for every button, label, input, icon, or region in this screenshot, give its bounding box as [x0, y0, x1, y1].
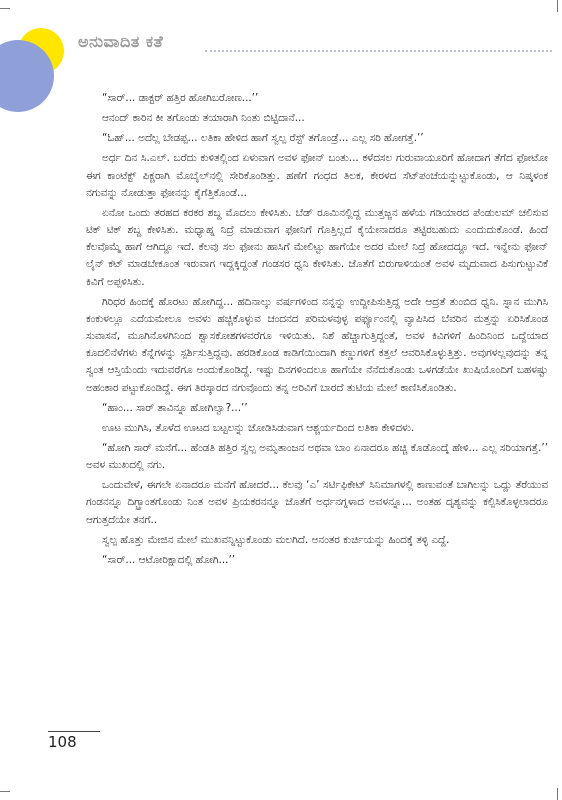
paragraph: “ಸಾರ್... ಡಾಕ್ಟರ್ ಹತ್ತಿರ ಹೋಗಿಬರೋಣ...’’ — [102, 92, 259, 104]
header-dotted-rule — [205, 50, 552, 52]
paragraph: “ಸಾರ್... ಆಟೋರಿಕ್ಷಾದಲ್ಲಿ ಹೋಗಿ...’’ — [102, 553, 236, 566]
footer-rule — [48, 731, 100, 732]
paragraph: ಒಂದುವೇಳೆ, ಈಗಲೇ ಏನಾದರೂ ಮನೆಗೆ ಹೋದರೆ... ಕೆಲವು ‘ಎ’ ಸರ್ಟಿಫಿಕೇಟ್ ಸಿನಿಮಾಗಳಲ್ಲಿ ಕಾಣುವಂತೆ ಬಾಗಿಲನ್ನು ಒದ್ದು ತೆರೆಯುವ ಗಂಡನನ್ನೂ ದಿಗ್ಭ್ರಾಂತಗೊಂಡು ನಿಂತ ಅವಳ ಪ್ರಿಯಕರನನ್ನೂ ಜೊತೆಗೆ ಅರ್ಧನಗ್ನಳಾದ ಅವಳನ್ನೂ... ಅಂತಹ ದೃಶ್ಯವನ್ನು ಕಲ್ಪಿಸಿಕೊಳ್ಳಲಾದರೂ ಆಗುತ್ತದೆಯೇ ತನಗೆ.. — [86, 479, 548, 526]
story-body — [86, 90, 548, 569]
crop-mark-top-left — [0, 8, 10, 19]
page-number: 108 — [48, 733, 77, 751]
paragraph: ಗಿರಿಧರ ಹಿಂದಕ್ಕೆ ಹೊರಟು ಹೋಗಿದ್ದ... ಹದಿನಾಲ್ಕು ವರ್ಷಗಳಿಂದ ನನ್ನನ್ನು ಉದ್ದೀಪಿಸುತ್ತಿದ್ದ ಅದೇ ಆದ್ರತೆ ತುಂಬಿದ ಧ್ವನಿ. ಸ್ನಾನ ಮುಗಿಸಿ ಕಂಕುಳಲ್ಲೂ ಎದೆಯಮೇಲೂ ಅವಳು ಹಚ್ಚಿಕೊಳ್ಳುವ ಚಂದನದ ಪರಿಮಳವುಳ್ಳ ಪರ್ಫ್ಯೂಂನಲ್ಲಿ ವ್ಯಾಪಿಸಿದ ಬೆವರಿನ ಮತ್ತನ್ನು ಏರಿಸಿಕೊಂಡ ಸುವಾಸನೆ, ಮೂಗಿನೊಳಗಿನಿಂದ ಶ್ವಾಸಕೋಶಗಳವರೆಗೂ ಇಳಿಯಿತು. ನಿಶೆ ಹೆಚ್ಚಾಗುತ್ತಿದ್ದಂತೆ, ಅವಳ ಕಿವಿಗಳಿಗೆ ಹಿಂದಿನಿಂದ ಒದ್ದೆಯಾದ ಕೂದಲಿನೆಳೆಗಳು ಕೆನ್ನೆಗಳನ್ನು ಸ್ಪರ್ಶಿಸುತ್ತಿದ್ದವು. ಹರಡಿಕೊಂಡ ಕಾಡಿಗೆಯಿಂದಾಗಿ ಕಣ್ಣುಗಳಿಗೆ ಕತ್ತಲೆ ಆವರಿಸಿಕೊಳ್ಳುತ್ತಿತ್ತು. ಅವುಗಳಲ್ಲವುದನ್ನು ತನ್ನ ಸ್ವಂತ ಆಸ್ತಿಯೆಂದು ಇದುವರೆಗೂ ಅಂದುಕೊಂಡಿದ್ದೆ. ಇಷ್ಟು ದಿನಗಳಿಂದಲೂ ಹಾಗೆಯೇ ನೆನೆದುಕೊಂಡು ಒಳಗಡೆಯೇ ಖುಷಿಯೊಂದಿಗೆ ಬಹಳಷ್ಟು ಅಹಂಕಾರ ಪಟ್ಟುಕೊಂಡಿದ್ದೆ. ಈಗ ತಿರಸ್ಕಾರದ ನಗುವೊಂದು ತನ್ನ ಅರಿವಿಗೆ ಬಾರದೆ ತುಟಿಯ ಮೇಲೆ ಕಾಣಿಸಿಕೊಂಡಿತು. — [86, 295, 548, 394]
crop-mark-bottom-right — [547, 788, 558, 800]
paragraph: ಸ್ವಲ್ಪ ಹೊತ್ತು ಮೇಜಿನ ಮೇಲೆ ಮುಖವನ್ನಿಟ್ಟುಕೊಂಡು ಮಲಗಿದೆ. ಅನಂತರ ಕುರ್ಚಿಯನ್ನು ಹಿಂದಕ್ಕೆ ತಳ್ಳಿ ಎದ್ದೆ. — [102, 533, 450, 546]
paragraph: ಏನೋ ಒಂದು ತರಹದ ಕರಕರ ಶಬ್ದ ಮೊದಲು ಕೇಳಿಸಿತು. ಬೆಡ್ ರೂಮಿನಲ್ಲಿದ್ದ ಮುತ್ತಜ್ಜನ ಹಳೆಯ ಗಡಿಯಾರದ ಪೆಂಡುಲಮ್ ಚಲಿಸುವ ಟಿಕ್ ಟಿಕ್ ಶಬ್ದ ಕೇಳಿಸಿತು. ಮಧ್ಯಾಹ್ನ ನಿದ್ರೆ ಮಾಡುವಾಗ ಫೋನಿಗೆ ಗೊತ್ತಿಲ್ಲದೆ ಕೈಯೇನಾದರೂ ತಟ್ಟಿರಬಹುದು ಎಂದುದುಕೊಂಡೆ. ಹಿಂದೆ ಕೆಲವೊಮ್ಮೆ ಹಾಗೆ ಆಗಿದ್ದೂ ಇದೆ. ಕೆಲವು ಸಲ ಫೋನು ಹಾಸಿಗೆ ಮೇಲಿಟ್ಟು ಹಾಗೆಯೇ ಅದರ ಮೇಲೆ ನಿದ್ರೆ ಹೋದದ್ದೂ ಇದೆ. ಇನ್ನೇನು ಫೋನ್ ಲೈನ್ ಕಟ್ ಮಾಡಬೇಕೂಂತ ಇರುವಾಗ ಇದ್ದಕ್ಕಿದ್ದಂತೆ ಗಂಡಸರ ಧ್ವನಿ ಕೇಳಿಸಿತು. ಜೊತೆಗೆ ಬಿರುಗಾಳಿಯಂತೆ ಅವಳ ಮೃದುವಾದ ಪಿಸುಗುಟ್ಟುವಿಕೆ ಕಿವಿಗೆ ಅಪ್ಪಳಿಸಿತು. — [86, 206, 548, 288]
crop-mark-bottom-left — [0, 781, 10, 792]
paragraph: “ಓಹ್... ಅದೆಲ್ಲ ಬೇಡಪ್ಪ... ಲತಿಕಾ ಹೇಳಿದ ಹಾಗೆ ಸ್ವಲ್ಪ ರೆಸ್ಟ್ ತಗೊಂಡ್ರೆ... ಎಲ್ಲ ಸರಿ ಹೋಗತ್ತೆ.’’ — [102, 132, 424, 145]
section-title: ಅನುವಾದಿತ ಕತೆ — [78, 32, 164, 51]
paragraph: ಅರ್ಧ ದಿನ ಸಿ.ಎಲ್. ಬರೆದು ಕುಳಿತಲ್ಲಿಂದ ಏಳುವಾಗ ಅವಳ ಫೋನ್ ಬಂತು... ಕಳೆದಸಲ ಗುರುವಾಯೂರಿಗೆ ಹೋದಾಗ ತೆಗೆದ ಫೋಟೋ ಈಗ ಕಾಂಟೆಕ್ಟ್ ಪಿಕ್ಚರಾಗಿ ಮೊಬೈಲ್‌ನಲ್ಲಿ ಸೇರಿಕೊಂಡಿತ್ತು. ಹಣೆಗೆ ಗಂಧದ ತಿಲಕ, ಕೇರಳದ ಸೆಟ್‌ಪಂಚೆಯನ್ನುಟ್ಟುಕೊಂಡು, ಆ ನಿಷ್ಕಳಂಕ ನಗುವನ್ನು ನೋಡುತ್ತಾ ಫೋನನ್ನು ಕೈಗೆತ್ತಿಕೊಂಡೆ... — [86, 152, 548, 199]
paragraph: ಊಟ ಮುಗಿಸಿ, ತೊಳೆದ ಊಟದ ಬಟ್ಟಲನ್ನು ಜೋಡಿಸಿಡುವಾಗ ಆಶ್ಚರ್ಯದಿಂದ ಲತಿಕಾ ಕೇಳಿದಳು. — [102, 421, 415, 434]
paragraph: “ಹೋಗಿ ಸಾರ್ ಮನೆಗೆ... ಹೆಂಡತಿ ಹತ್ತಿರ ಸ್ವಲ್ಪ ಅಮೃತಾಂಜನ ಅಥವಾ ಬಾಂ ಏನಾದರೂ ಹಚ್ಚಿ ಕೊಡೊಂದ್ಕೆ ಹೇಳಿ... ಎಲ್ಲ ಸರಿಯಾಗತ್ತೆ.’’ ಅವಳ ಮುಖದಲ್ಲಿ ನಗು. — [86, 441, 548, 472]
crop-mark-top-right — [547, 0, 558, 12]
paragraph: “ಹಾಂ... ಸಾರ್ ತಾವಿನ್ನೂ ಹೋಗಿಲ್ವಾ?...’’ — [102, 401, 248, 414]
paragraph: ಆನಂದ್ ಕಾರಿನ ಕೀ ತಗೊಂಡು ತಯಾರಾಗಿ ನಿಂತು ಬಿಟ್ಟಿದಾನೆ... — [102, 112, 305, 125]
